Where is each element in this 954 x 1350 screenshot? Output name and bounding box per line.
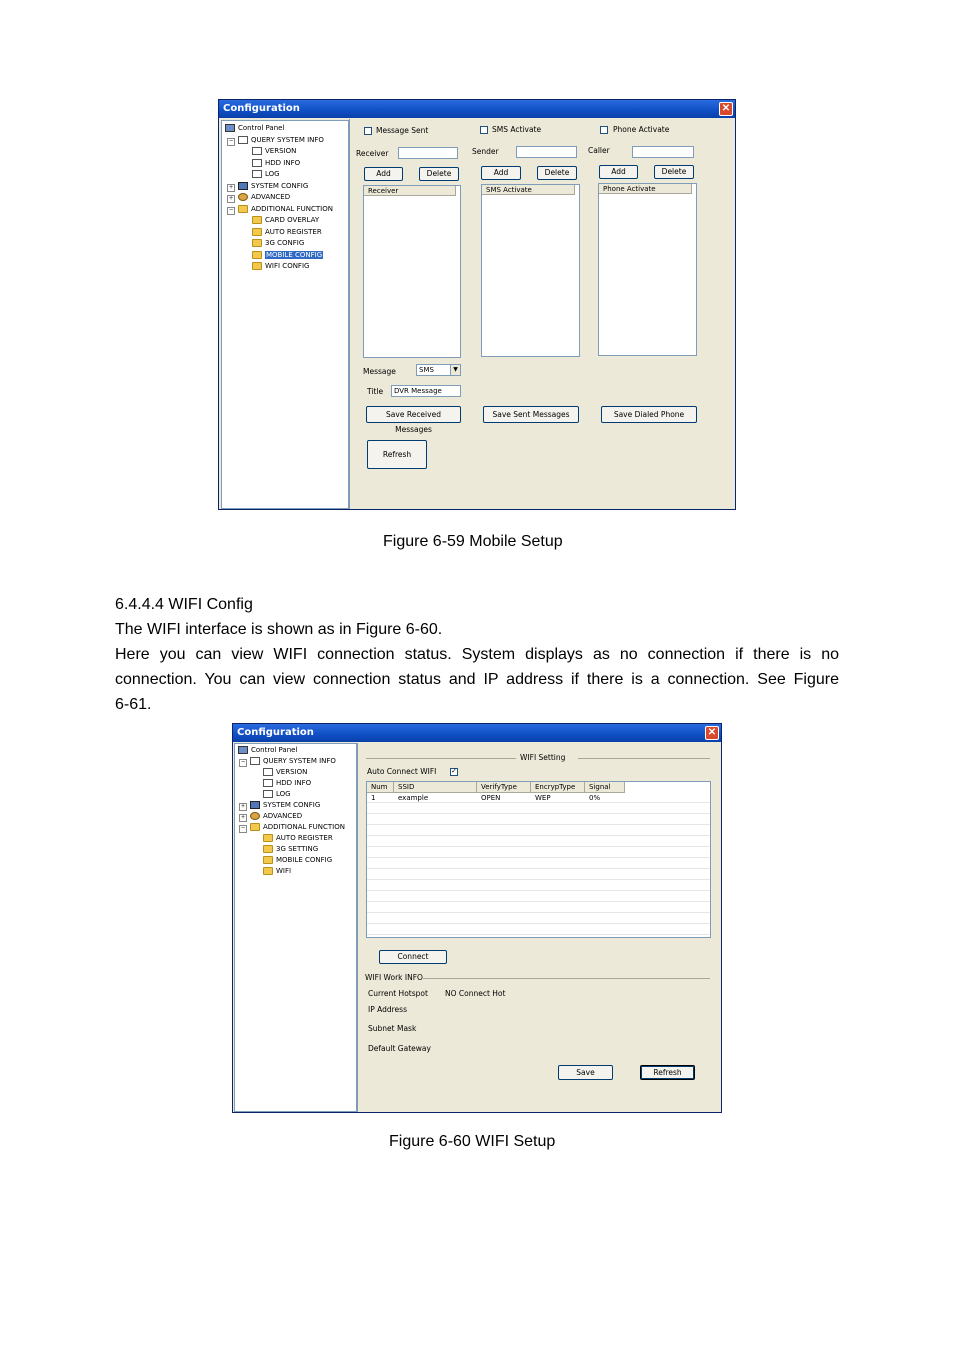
tree-label: QUERY SYSTEM INFO: [251, 136, 324, 144]
tree-item-version[interactable]: [263, 767, 307, 777]
document-icon: [263, 779, 273, 787]
tree-item-log[interactable]: [263, 789, 291, 799]
tree-label: ADVANCED: [251, 193, 291, 201]
tree-label: HDD INFO: [276, 779, 312, 787]
empty-row: [367, 859, 710, 869]
current-hotspot-label: Current Hotspot: [368, 989, 428, 998]
tree-item-control-panel[interactable]: [225, 123, 284, 133]
tree-item-auto-register[interactable]: [252, 227, 322, 237]
tree-label: MOBILE CONFIG: [276, 856, 333, 864]
wifi-config-window: [232, 723, 722, 1113]
cell-num: 1: [371, 794, 376, 802]
title-input[interactable]: DVR Message: [391, 385, 461, 397]
folder-icon: [250, 823, 260, 831]
tree-item-wifi-config[interactable]: [252, 261, 309, 271]
collapse-icon[interactable]: −: [240, 759, 246, 766]
tree-item-mobile-config[interactable]: [252, 250, 323, 260]
window-title: Configuration: [219, 100, 735, 118]
folder-icon: [252, 228, 262, 236]
tree-label: VERSION: [276, 768, 308, 776]
empty-row: [367, 925, 710, 935]
folder-icon: [263, 856, 273, 864]
empty-row: [367, 837, 710, 847]
default-gateway-label: Default Gateway: [368, 1044, 431, 1053]
tree-item-additional-function[interactable]: [238, 204, 333, 214]
window-title: Configuration: [233, 724, 721, 742]
tree-label: WIFI: [276, 867, 292, 875]
empty-row: [367, 826, 710, 836]
empty-row: [367, 881, 710, 891]
current-hotspot-value: NO Connect Hot: [445, 989, 506, 998]
save-dialed-phone-button[interactable]: Save Dialed Phone: [601, 406, 697, 423]
tree-label: LOG: [265, 170, 280, 178]
wifi-network-table[interactable]: [366, 781, 711, 938]
wifi-work-info-label: WIFI Work INFO: [365, 973, 423, 982]
wifi-setting-label: WIFI Setting: [520, 753, 566, 762]
tree-label: Control Panel: [238, 124, 285, 132]
tree-label: MOBILE CONFIG: [266, 251, 323, 259]
title-label: Title: [367, 387, 384, 396]
tree-item-additional-function[interactable]: [250, 822, 345, 832]
message-sent-label: Message Sent: [376, 126, 429, 135]
tree-label: CARD OVERLAY: [265, 216, 320, 224]
subnet-mask-label: Subnet Mask: [368, 1024, 417, 1033]
refresh-button[interactable]: Refresh: [367, 440, 427, 469]
tree-item-hdd-info[interactable]: [252, 158, 300, 168]
folder-icon: [252, 262, 262, 270]
wifi-config-panel: [357, 743, 721, 1112]
phone-activate-checkbox[interactable]: [600, 126, 608, 134]
empty-row: [367, 903, 710, 913]
tree-item-query-system-info[interactable]: [250, 756, 336, 766]
sender-input[interactable]: [516, 146, 577, 158]
sms-delete-button[interactable]: Delete: [537, 166, 577, 180]
open-folder-icon: [263, 867, 273, 875]
expand-icon[interactable]: +: [240, 803, 246, 810]
save-sent-messages-button[interactable]: Save Sent Messages: [483, 406, 579, 423]
tree-item-system-config[interactable]: [238, 181, 308, 191]
auto-connect-label: Auto Connect WIFI: [367, 767, 437, 776]
mobile-config-window: [218, 99, 736, 510]
expand-icon[interactable]: +: [228, 184, 234, 191]
receiver-delete-button[interactable]: Delete: [419, 167, 459, 181]
open-folder-icon: [252, 251, 262, 259]
sms-activate-list-header[interactable]: SMS Activate: [482, 185, 575, 195]
tree-item-advanced[interactable]: [250, 811, 302, 821]
tree-label: WIFI CONFIG: [265, 262, 310, 270]
tree-label: VERSION: [265, 147, 297, 155]
collapse-icon[interactable]: −: [228, 138, 234, 145]
caller-label: Caller: [588, 146, 610, 155]
group-divider: [423, 978, 710, 979]
receiver-label: Receiver: [356, 149, 389, 158]
phone-activate-label: Phone Activate: [613, 125, 670, 134]
section-heading: 6.4.4.4 WIFI Config: [115, 596, 253, 613]
sms-add-button[interactable]: Add: [481, 166, 521, 180]
sms-activate-list[interactable]: [481, 184, 580, 357]
tree-label: ADVANCED: [263, 812, 303, 820]
cell-verify-type: OPEN: [481, 794, 501, 802]
cell-encryp-type: WEP: [535, 794, 551, 802]
tree-item-3g-config[interactable]: [252, 238, 304, 248]
mobile-config-panel: [349, 119, 735, 509]
expand-icon[interactable]: +: [240, 814, 246, 821]
receiver-list-header[interactable]: Receiver: [364, 186, 456, 196]
connect-button[interactable]: Connect: [379, 950, 447, 964]
tree-label: SYSTEM CONFIG: [263, 801, 321, 809]
save-received-messages-button[interactable]: Save Received Messages: [366, 406, 461, 423]
sender-label: Sender: [472, 147, 499, 156]
document-icon: [252, 159, 262, 167]
column-header[interactable]: Signal: [585, 782, 625, 793]
empty-row: [367, 870, 710, 880]
tree-item-log[interactable]: [252, 169, 280, 179]
tree-label: HDD INFO: [265, 159, 301, 167]
group-divider: [578, 758, 710, 759]
folder-icon: [263, 845, 273, 853]
tree-item-mobile-config[interactable]: [263, 855, 332, 865]
tree-label: AUTO REGISTER: [265, 228, 322, 236]
group-divider: [366, 758, 516, 759]
empty-row: [367, 914, 710, 924]
message-sent-checkbox[interactable]: [364, 127, 372, 135]
tree-label: 3G SETTING: [276, 845, 319, 853]
navigation-tree: [234, 743, 357, 1112]
tree-item-auto-register[interactable]: [263, 833, 333, 843]
document-icon: [252, 170, 262, 178]
receiver-add-button[interactable]: Add: [364, 167, 403, 181]
tree-label: ADDITIONAL FUNCTION: [263, 823, 345, 831]
tree-item-control-panel[interactable]: [238, 745, 297, 755]
tools-icon: [238, 182, 248, 190]
gear-icon: [250, 812, 260, 820]
figure-caption: Figure 6-59 Mobile Setup: [383, 533, 563, 550]
gear-icon: [238, 193, 248, 201]
ip-address-label: IP Address: [368, 1005, 407, 1014]
folder-icon: [252, 239, 262, 247]
tools-icon: [250, 801, 260, 809]
caller-input[interactable]: [632, 146, 694, 158]
collapse-icon[interactable]: −: [228, 207, 234, 214]
tree-item-query-system-info[interactable]: [238, 135, 324, 145]
chevron-down-icon[interactable]: ▼: [450, 365, 460, 375]
empty-row: [367, 804, 710, 814]
paragraph-line: connection. You can view connection status and IP address if there is a connection. See Figure: [115, 671, 839, 688]
tree-item-system-config[interactable]: [250, 800, 320, 810]
tree-label: AUTO REGISTER: [276, 834, 333, 842]
message-label: Message: [363, 367, 396, 376]
refresh-button[interactable]: Refresh: [640, 1065, 695, 1080]
column-header[interactable]: VerifyType: [477, 782, 531, 793]
folder-icon: [252, 216, 262, 224]
computer-icon: [238, 746, 248, 754]
document-icon: [263, 790, 273, 798]
phone-add-button[interactable]: Add: [599, 165, 638, 179]
document-icon: [250, 757, 260, 765]
tree-label: LOG: [276, 790, 291, 798]
tree-label: Control Panel: [251, 746, 298, 754]
receiver-list[interactable]: [363, 185, 461, 358]
phone-activate-list-header[interactable]: Phone Activate: [599, 184, 692, 194]
tree-item-advanced[interactable]: [238, 192, 290, 202]
navigation-tree: [221, 120, 349, 509]
tree-item-version[interactable]: [252, 146, 296, 156]
table-row[interactable]: [367, 793, 710, 803]
save-button[interactable]: Save: [558, 1065, 613, 1080]
close-icon[interactable]: ✕: [719, 102, 733, 116]
column-header[interactable]: EncrypType: [531, 782, 585, 793]
computer-icon: [225, 124, 235, 132]
tree-label: QUERY SYSTEM INFO: [263, 757, 336, 765]
document-icon: [238, 136, 248, 144]
folder-icon: [238, 205, 248, 213]
document-icon: [252, 147, 262, 155]
close-icon[interactable]: ✕: [705, 726, 719, 740]
folder-icon: [263, 834, 273, 842]
tree-label: SYSTEM CONFIG: [251, 182, 309, 190]
paragraph: The WIFI interface is shown as in Figure 6-60.: [115, 621, 443, 638]
auto-connect-checkbox[interactable]: ✓: [451, 768, 457, 775]
empty-row: [367, 892, 710, 902]
cell-signal: 0%: [589, 794, 601, 802]
collapse-icon[interactable]: −: [240, 825, 246, 832]
sms-activate-checkbox[interactable]: [480, 126, 488, 134]
document-icon: [263, 768, 273, 776]
cell-ssid: example: [398, 794, 429, 802]
figure-caption: Figure 6-60 WIFI Setup: [389, 1133, 556, 1150]
tree-item-wifi[interactable]: [263, 866, 291, 876]
paragraph-line: 6-61.: [115, 696, 152, 713]
column-header[interactable]: SSID: [394, 782, 477, 793]
tree-label: ADDITIONAL FUNCTION: [251, 205, 333, 213]
tree-item-3g-setting[interactable]: [263, 844, 318, 854]
phone-delete-button[interactable]: Delete: [654, 165, 694, 179]
empty-row: [367, 848, 710, 858]
message-select-value: SMS: [419, 366, 434, 374]
empty-row: [367, 815, 710, 825]
message-select[interactable]: [416, 364, 461, 376]
tree-label: 3G CONFIG: [265, 239, 305, 247]
column-header[interactable]: Num: [367, 782, 394, 793]
tree-item-hdd-info[interactable]: [263, 778, 311, 788]
paragraph-line: Here you can view WIFI connection status. System displays as no connection if there is no: [115, 646, 839, 663]
tree-item-card-overlay[interactable]: [252, 215, 319, 225]
expand-icon[interactable]: +: [228, 195, 234, 202]
sms-activate-label: SMS Activate: [492, 125, 542, 134]
phone-activate-list[interactable]: [598, 183, 697, 356]
receiver-input[interactable]: [398, 147, 458, 159]
